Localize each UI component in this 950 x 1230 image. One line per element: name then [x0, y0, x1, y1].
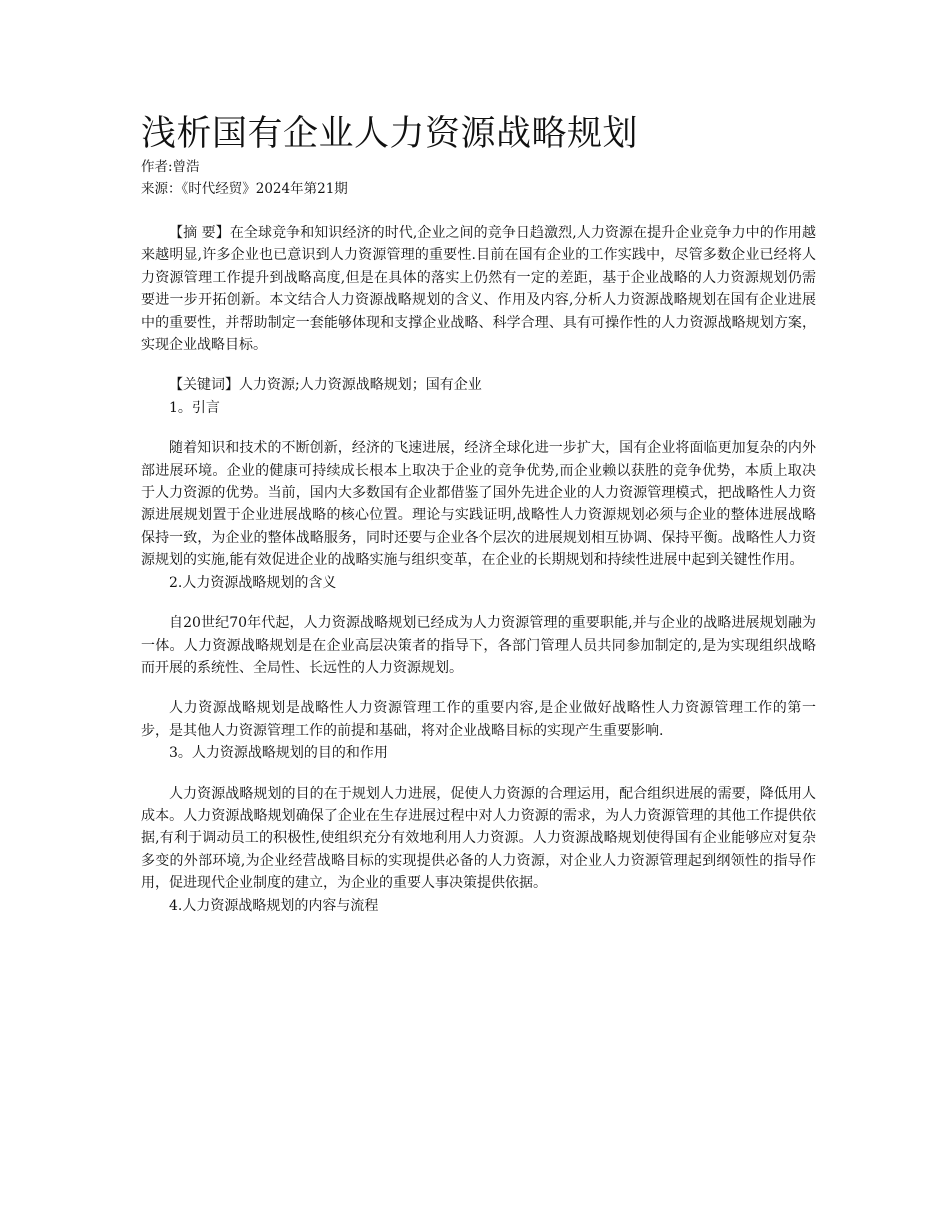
section-1-heading: 1。引言 — [169, 399, 220, 416]
article-author: 作者:曾浩 — [141, 159, 200, 175]
section-4-heading: 4.人力资源战略规划的内容与流程 — [169, 897, 379, 914]
article-source: 来源：《时代经贸》2024年第21期 — [141, 181, 348, 197]
section-2-paragraph-1: 自20世纪70年代起，人力资源战略规划已经成为人力资源管理的重要职能,并与企业的战略进展规划融为一体。人力资源战略规划是在企业高层决策者的指导下，各部门管理人员共同参加制定的,是为实现组织战略而开展的系统性、全局性、长远性的人力资源规划。 — [141, 615, 816, 676]
keywords-paragraph: 【关键词】人力资源;人力资源战略规划；国有企业 — [169, 377, 482, 394]
section-3-paragraph: 人力资源战略规划的目的在于规划人力进展，促使人力资源的合理运用，配合组织进展的需要，降低用人成本。人力资源战略规划确保了企业在生存进展过程中对人力资源的需求，为人力资源管理的其他工作提供依据,有利于调动员工的积极性,使组织充分有效地利用人力资源。人力资源战略规划使得国有企业能够应对复杂多变的外部环境,为企业经营战略目标的实现提供必备的人力资源，对企业人力资源管理起到纲领性的指导作用，促进现代企业制度的建立，为企业的重要人事决策提供依据。 — [141, 785, 816, 892]
document-page — [141, 112, 816, 917]
article-title: 浅析国有企业人力资源战略规划 — [141, 114, 639, 154]
section-2-paragraph-2: 人力资源战略规划是战略性人力资源管理工作的重要内容,是企业做好战略性人力资源管理工作的第一步，是其他人力资源管理工作的前提和基础，将对企业战略目标的实现产生重要影响. — [141, 700, 816, 739]
section-2-heading: 2.人力资源战略规划的含义 — [169, 574, 337, 591]
section-1-paragraph: 随着知识和技术的不断创新，经济的飞速进展，经济全球化进一步扩大，国有企业将面临更加复杂的内外部进展环境。企业的健康可持续成长根本上取决于企业的竞争优势,而企业赖以获胜的竞争优势，本质上取决于人力资源的优势。当前，国内大多数国有企业都借鉴了国外先进企业的人力资源管理模式，把战略性人力资源进展规划置于企业进展战略的核心位置。理论与实践证明,战略性人力资源规划必须与企业的整体进展战略保持一致，为企业的整体战略服务，同时还要与企业各个层次的进展规划相互协调、保持平衡。战略性人力资源规划的实施,能有效促进企业的战略实施与组织变革，在企业的长期规划和持续性进展中起到关键性作用。 — [141, 440, 816, 569]
section-3-heading: 3。人力资源战略规划的目的和作用 — [169, 745, 388, 762]
abstract-paragraph: 【摘 要】在全球竞争和知识经济的时代,企业之间的竞争日趋激烈,人力资源在提升企业竞争力中的作用越来越明显,许多企业也已意识到人力资源管理的重要性.目前在国有企业的工作实践中，尽管多数企业已经将人力资源管理工作提升到战略高度,但是在具体的落实上仍然有一定的差距，基于企业战略的人力资源规划仍需要进一步开拓创新。本文结合人力资源战略规划的含义、作用及内容,分析人力资源战略规划在国有企业进展中的重要性，并帮助制定一套能够体现和支撑企业战略、科学合理、具有可操作性的人力资源战略规划方案，实现企业战略目标。 — [141, 225, 816, 354]
